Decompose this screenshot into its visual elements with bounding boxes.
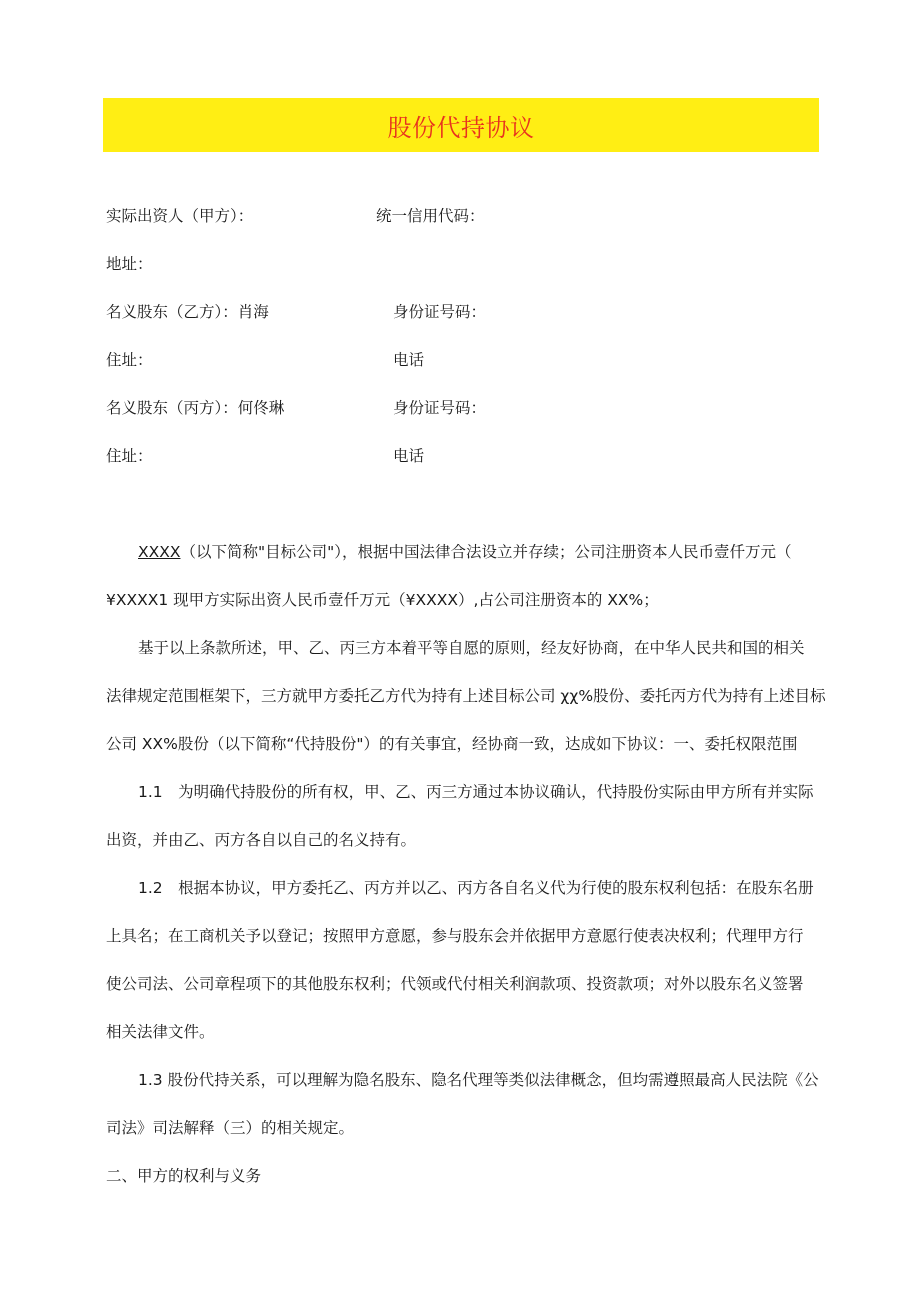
party-c-label: 名义股东（丙方）：何佟琳 <box>106 399 285 417</box>
party-b-residence-label: 住址： <box>106 351 153 369</box>
paragraph-line: 基于以上条款所述，甲、乙、丙三方本着平等自愿的原则，经友好协商，在中华人民共和国的相关 <box>138 639 805 657</box>
title-banner <box>103 98 819 152</box>
party-b-label: 名义股东（乙方）：肖海 <box>106 303 269 321</box>
clause-1-2 <box>106 864 818 1056</box>
paragraph-line: 公司 XX%股份（以下简称“代持股份"）的有关事宜，经协商一致，达成如下协议：一、委托权限范围 <box>106 735 798 753</box>
credit-code-label: 统一信用代码： <box>376 207 485 225</box>
paragraph-line: 上具名；在工商机关予以登记；按照甲方意愿，参与股东会并依据甲方意愿行使表决权利；代理甲方行 <box>106 927 804 945</box>
paragraph-text: （以下简称"目标公司"），根据中国法律合法设立并存续；公司注册资本人民币壹仟万元（ <box>180 543 792 561</box>
clause-1-1 <box>106 768 818 864</box>
paragraph-line: 法律规定范围框架下，三方就甲方委托乙方代为持有上述目标公司 χχ%股份、委托丙方代为持有上述目标 <box>106 687 826 705</box>
section-2-heading <box>106 1152 818 1200</box>
paragraph-company-intro <box>106 528 818 624</box>
paragraph-line: 1.3 股份代持关系，可以理解为隐名股东、隐名代理等类似法律概念，但均需遵照最高人民法院《公 <box>138 1071 819 1089</box>
party-b-id-label: 身份证号码： <box>393 303 487 321</box>
party-c-id-label: 身份证号码： <box>393 399 487 417</box>
paragraph-line: 1.2 根据本协议，甲方委托乙、丙方并以乙、丙方各自名义代为行使的股东权利包括：在股东名册 <box>138 879 814 897</box>
party-a-label: 实际出资人（甲方）： <box>106 207 254 225</box>
paragraph-line: ¥XXXX1 现甲方实际出资人民币壹仟万元（¥XXXX）,占公司注册资本的 XX%； <box>106 591 659 609</box>
paragraph-line: 司法》司法解释（三）的相关规定。 <box>106 1119 355 1137</box>
paragraph-basis <box>106 624 826 768</box>
clause-1-3 <box>106 1056 818 1152</box>
party-c-residence-label: 住址： <box>106 447 153 465</box>
company-name: XXXX <box>138 543 181 561</box>
paragraph-line: 1.1 为明确代持股份的所有权，甲、乙、丙三方通过本协议确认，代持股份实际由甲方所有并实际 <box>138 783 814 801</box>
party-c-phone-label: 电话 <box>393 447 425 465</box>
section-heading: 二、甲方的权利与义务 <box>106 1167 262 1185</box>
paragraph-line: 使公司法、公司章程项下的其他股东权利；代领或代付相关利润款项、投资款项；对外以股东名义签署 <box>106 975 804 993</box>
paragraph-line <box>106 528 818 576</box>
paragraph-line: 出资，并由乙、丙方各自以自己的名义持有。 <box>106 831 417 849</box>
paragraph-line: 相关法律文件。 <box>106 1023 215 1041</box>
address-label: 地址： <box>106 255 153 273</box>
party-b-phone-label: 电话 <box>393 351 425 369</box>
document-title: 股份代持协议 <box>387 113 535 142</box>
